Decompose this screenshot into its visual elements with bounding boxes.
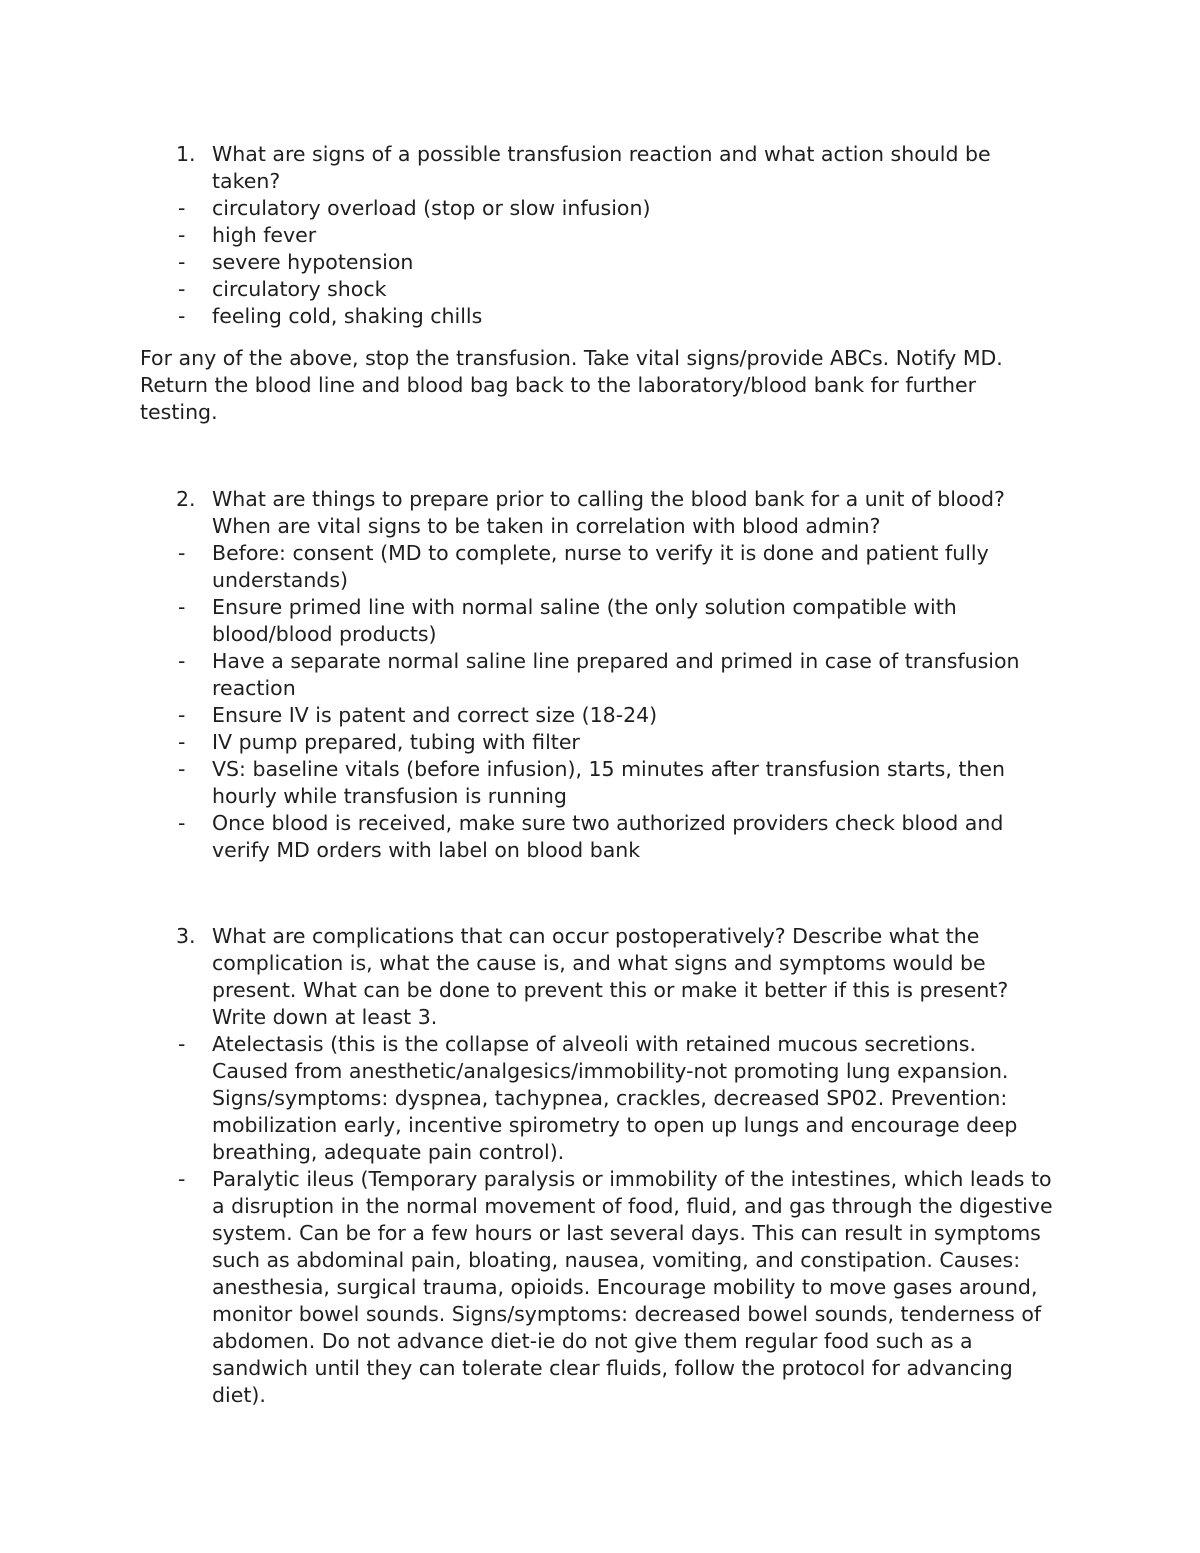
bullet-dash: - — [178, 730, 186, 754]
bullet-dash: - — [178, 757, 186, 781]
list-item: - feeling cold, shaking chills — [178, 304, 483, 328]
question-2-text: What are things to prepare prior to calling the blood bank for a unit of blood? When are vital signs to be taken in correlation with blood admin? — [212, 487, 1005, 538]
question-1-answer-paragraph: For any of the above, stop the transfusion. Take vital signs/provide ABCs. Notify MD. Return the blood line and blood bag back to the laboratory/blood bank for further testing. — [140, 346, 1003, 424]
question-3-prompt — [176, 923, 1056, 1031]
list-item: - Before: consent (MD to complete, nurse to verify it is done and patient fully understands) — [178, 541, 989, 592]
bullet-dash: - — [178, 541, 186, 565]
list-item: - VS: baseline vitals (before infusion), 15 minutes after transfusion starts, then hourly while transfusion is running — [178, 757, 1006, 808]
list-item: - severe hypotension — [178, 250, 414, 274]
question-1-text: What are signs of a possible transfusion reaction and what action should be taken? — [212, 142, 991, 193]
question-2-bullet-list — [176, 540, 1056, 864]
question-1 — [176, 141, 1056, 330]
bullet-dash: - — [178, 703, 186, 727]
bullet-dash: - — [178, 649, 186, 673]
list-item: - circulatory overload (stop or slow infusion) — [178, 196, 651, 220]
question-1-bullet-list — [176, 195, 1056, 330]
bullet-dash: - — [178, 196, 186, 220]
list-item: - Ensure primed line with normal saline (the only solution compatible with blood/blood products) — [178, 595, 957, 646]
question-3-bullet-list — [176, 1031, 1056, 1409]
bullet-dash: - — [178, 1167, 186, 1191]
bullet-dash: - — [178, 1032, 186, 1056]
question-3 — [176, 923, 1056, 1409]
question-3-text: What are complications that can occur postoperatively? Describe what the complication is, what the cause is, and what signs and symptoms would be present. What can be done to prevent this or make it better if this is present? Write down at least 3. — [212, 924, 1009, 1029]
question-1-number: 1. — [176, 142, 196, 166]
list-item: - IV pump prepared, tubing with filter — [178, 730, 580, 754]
bullet-dash: - — [178, 811, 186, 835]
list-item: - Once blood is received, make sure two authorized providers check blood and verify MD orders with label on blood bank — [178, 811, 1004, 862]
list-item: - circulatory shock — [178, 277, 387, 301]
bullet-dash: - — [178, 304, 186, 328]
bullet-dash: - — [178, 223, 186, 247]
question-1-prompt — [176, 141, 1056, 195]
list-item: - Ensure IV is patent and correct size (18-24) — [178, 703, 658, 727]
list-item: - Have a separate normal saline line prepared and primed in case of transfusion reaction — [178, 649, 1020, 700]
bullet-dash: - — [178, 277, 186, 301]
question-3-number: 3. — [176, 924, 196, 948]
list-item: - high fever — [178, 223, 317, 247]
list-item: - Atelectasis (this is the collapse of alveoli with retained mucous secretions. Caused from anesthetic/analgesics/immobility-not promoting lung expansion. Signs/symptoms: dyspnea, tachypnea, crackles, decreased SP02. Prevention: mobilization early, incentive spirometry to open up lungs and encourage deep breathing, adequate pain control). — [178, 1032, 1018, 1164]
bullet-dash: - — [178, 595, 186, 619]
question-2-number: 2. — [176, 487, 196, 511]
bullet-dash: - — [178, 250, 186, 274]
question-2 — [176, 486, 1056, 864]
question-2-prompt — [176, 486, 1056, 540]
list-item: - Paralytic ileus (Temporary paralysis or immobility of the intestines, which leads to a disruption in the normal movement of food, fluid, and gas through the digestive system. Can be for a few hours or last several days. This can result in symptoms such as abdominal pain, bloating, nausea, vomiting, and constipation. Causes: anesthesia, surgical trauma, opioids. Encourage mobility to move gases around, monitor bowel sounds. Signs/symptoms: decreased bowel sounds, tenderness of abdomen. Do not advance diet-ie do not give them regular food such as a sandwich until they can tolerate clear fluids, follow the protocol for advancing diet). — [178, 1167, 1053, 1407]
